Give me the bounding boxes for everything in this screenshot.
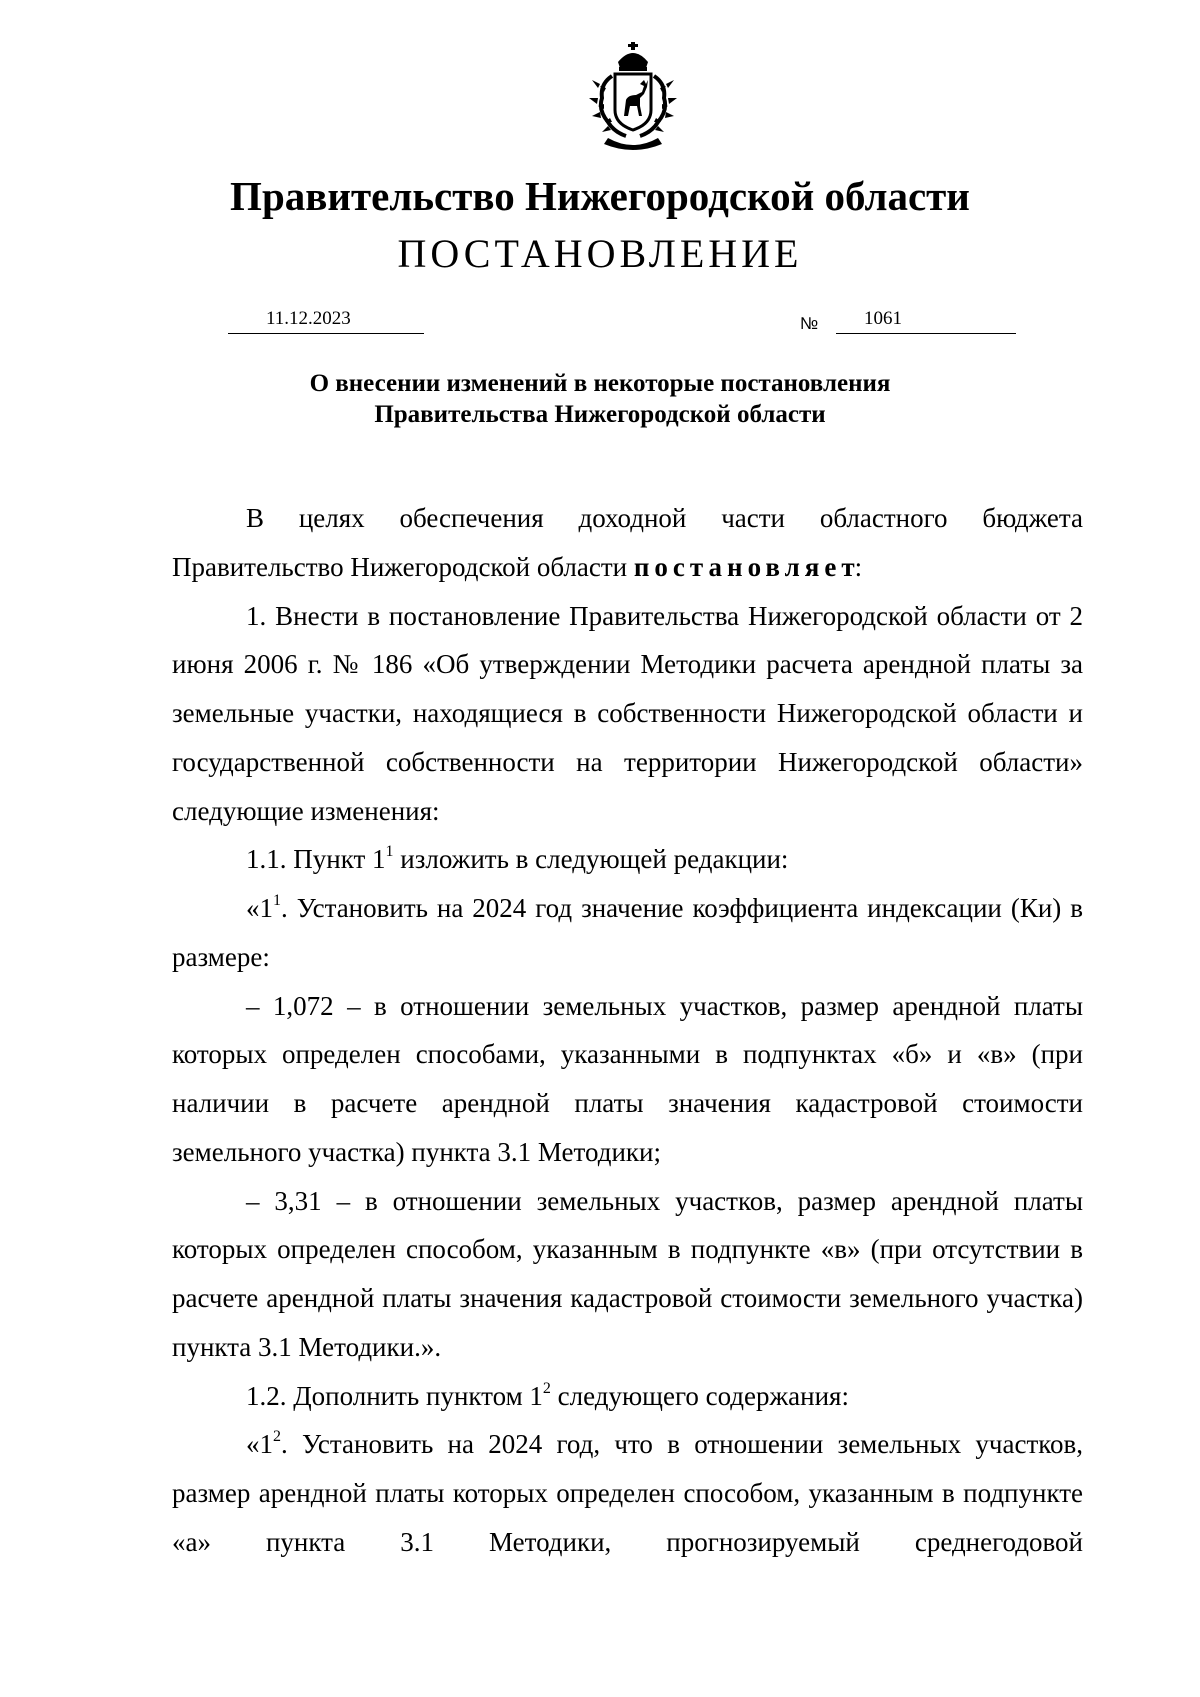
item-1-1-paragraph xyxy=(172,835,1083,884)
clause-1-2-paragraph xyxy=(172,1420,1083,1566)
item-1-1-text-end: изложить в следующей редакции: xyxy=(393,844,789,875)
document-date: 11.12.2023 xyxy=(266,308,351,329)
item-1-paragraph: 1. Внести в постановление Правительства Нижегородской области от 2 июня 2006 г. № 186 «Об утверждении Методики расчета арендной платы за земельные участки, находящиеся в собственности Нижегородской области и государственной собственности на территории Нижегородской области» следующие изменения: xyxy=(172,600,1083,826)
document-number: 1061 xyxy=(864,308,902,329)
preamble-colon: : xyxy=(854,551,863,582)
organization-title: Правительство Нижегородской области xyxy=(230,173,970,219)
document-body xyxy=(172,494,1083,1567)
subject-line-1: О внесении изменений в некоторые постановления xyxy=(309,370,891,397)
clause-1-1-superscript: 1 xyxy=(273,892,281,909)
item-1-2-superscript: 2 xyxy=(542,1379,551,1397)
resolves-emphasis-last-letter: т xyxy=(841,551,855,582)
document-subject xyxy=(0,368,1200,430)
clause-1-2-text: «1 xyxy=(246,1429,273,1460)
document-number-field xyxy=(836,306,1016,334)
document-type: ПОСТАНОВЛЕНИЕ xyxy=(397,231,803,276)
item-1-1-text: 1.1. Пункт 1 xyxy=(246,844,386,875)
number-sign: № xyxy=(800,314,819,333)
clause-1-1-text-end: . Установить на 2024 год значение коэффициента индексации (Ки) в размере: xyxy=(172,893,1083,972)
document-date-field xyxy=(228,306,424,334)
nizhny-novgorod-coat-of-arms-icon xyxy=(578,40,688,152)
clause-1-2-superscript: 2 xyxy=(273,1428,281,1446)
dash-item-1-072: – 1,072 – в отношении земельных участков, размер арендной платы которых определен способами, указанными в подпунктах «б» и «в» (при наличии в расчете арендной платы значения кадастровой стоимости земельного участка) пункта 3.1 Методики; xyxy=(172,990,1083,1167)
clause-1-1-paragraph xyxy=(172,884,1083,982)
clause-1-2-text-end: . Установить на 2024 год, что в отношении земельных участков, размер арендной платы которых определен способом, указанным в подпункте «а» пункта 3.1 Методики, прогнозируемый среднегодовой xyxy=(172,1429,1083,1557)
dash-item-3-31: – 3,31 – в отношении земельных участков, размер арендной платы которых определен способом, указанным в подпункте «в» (при отсутствии в расчете арендной платы значения кадастровой стоимости земельного участка) пункта 3.1 Методики.». xyxy=(172,1185,1083,1362)
item-1-2-paragraph xyxy=(172,1372,1083,1421)
item-1-2-text: 1.2. Дополнить пунктом 1 xyxy=(246,1380,543,1411)
clause-1-1-text: «1 xyxy=(246,893,273,923)
preamble-paragraph xyxy=(172,494,1083,592)
resolves-emphasis: постановляе xyxy=(633,551,842,582)
item-1-2-text-end: следующего содержания: xyxy=(550,1380,849,1411)
subject-line-2: Правительства Нижегородской области xyxy=(374,401,826,428)
preamble-text: В целях обеспечения доходной части областного бюджета Правительство Нижегородской области xyxy=(172,503,1083,582)
item-1-1-superscript: 1 xyxy=(385,843,394,861)
